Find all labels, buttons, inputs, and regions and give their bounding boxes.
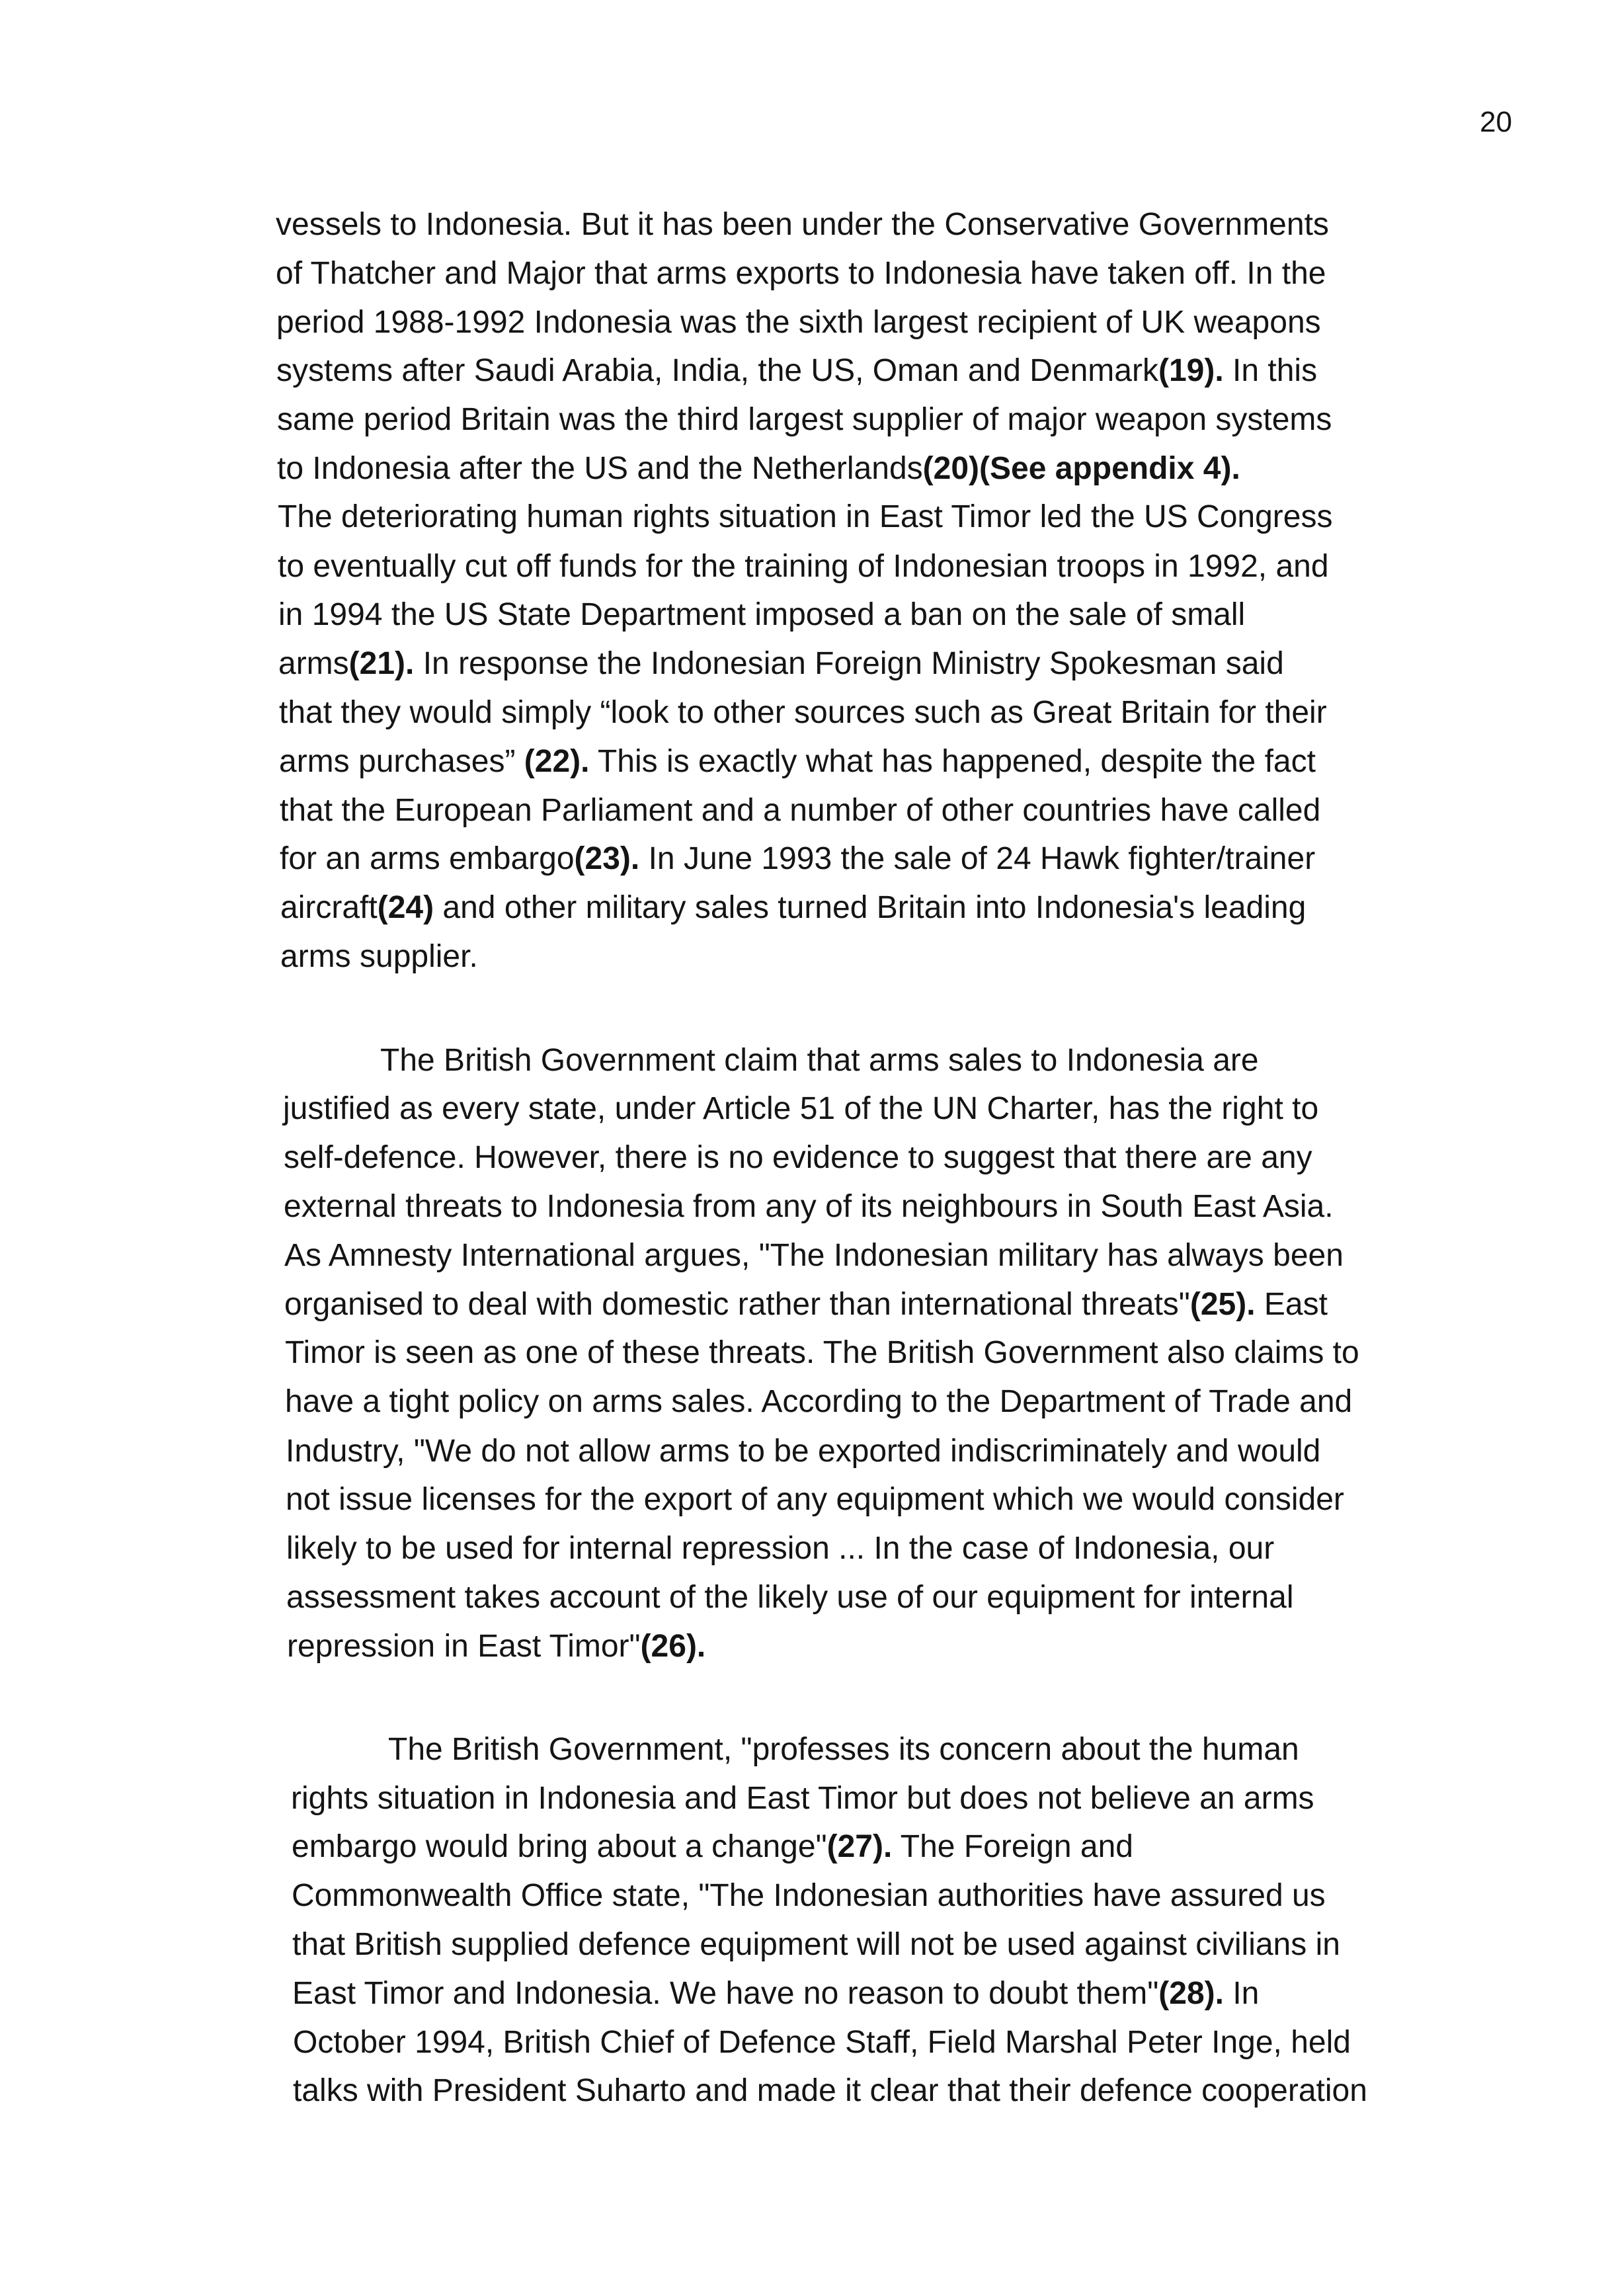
citation-marker: (25). [1189, 1287, 1256, 1322]
citation-marker: (19). [1158, 353, 1224, 388]
text-line: not issue licenses for the export of any equipment which we would consider [286, 1482, 1344, 1517]
text-line: talks with President Suharto and made it clear that their defence cooperation [293, 2073, 1367, 2108]
text-line: assessment takes account of the likely use of our equipment for internal [286, 1580, 1294, 1615]
text-line: embargo would bring about a change"(27). The Foreign and [292, 1829, 1133, 1864]
text-line: for an arms embargo(23). In June 1993 the sale of 24 Hawk fighter/trainer [280, 841, 1316, 876]
text-line: aircraft(24) and other military sales turned Britain into Indonesia's leading [280, 890, 1306, 925]
text-line: Commonwealth Office state, "The Indonesian authorities have assured us [292, 1878, 1326, 1913]
text-line: repression in East Timor"(26). [287, 1629, 706, 1664]
text-line: period 1988-1992 Indonesia was the sixth largest recipient of UK weapons [276, 305, 1321, 340]
text-line: arms(21). In response the Indonesian Foreign Ministry Spokesman said [278, 646, 1284, 681]
citation-marker: (22). [524, 744, 590, 779]
text-line: October 1994, British Chief of Defence Staff, Field Marshal Peter Inge, held [293, 2025, 1351, 2060]
text-line: systems after Saudi Arabia, India, the US, Oman and Denmark(19). In this [276, 353, 1318, 388]
text-line: that British supplied defence equipment will not be used against civilians in [292, 1927, 1340, 1962]
citation-marker: (27). [826, 1829, 893, 1864]
citation-marker: (20)(See appendix 4). [922, 451, 1240, 486]
text-line: that the European Parliament and a number of other countries have called [280, 793, 1321, 828]
citation-marker: (26). [640, 1629, 706, 1664]
text-line: The deteriorating human rights situation in East Timor led the US Congress [278, 499, 1333, 534]
citation-marker: (24) [377, 890, 434, 925]
text-line: Timor is seen as one of these threats. The British Government also claims to [285, 1335, 1359, 1370]
citation-marker: (23). [574, 841, 640, 876]
text-line: have a tight policy on arms sales. According to the Department of Trade and [285, 1384, 1353, 1419]
page-number: 20 [1480, 106, 1512, 138]
text-line: self-defence. However, there is no evidence to suggest that there are any [284, 1140, 1312, 1175]
text-line: organised to deal with domestic rather than international threats"(25). East [284, 1287, 1328, 1322]
text-line: Industry, "We do not allow arms to be exported indiscriminately and would [286, 1434, 1321, 1469]
text-line: same period Britain was the third largest supplier of major weapon systems [277, 402, 1332, 437]
text-line: that they would simply “look to other sources such as Great Britain for their [279, 695, 1327, 730]
text-line: As Amnesty International argues, "The Indonesian military has always been [284, 1238, 1344, 1273]
text-line: to eventually cut off funds for the training of Indonesian troops in 1992, and [278, 549, 1329, 584]
text-line: East Timor and Indonesia. We have no reason to doubt them"(28). In [292, 1976, 1260, 2011]
text-line: arms supplier. [280, 939, 478, 974]
text-line: vessels to Indonesia. But it has been under the Conservative Governments [276, 207, 1329, 242]
text-line: The British Government claim that arms sales to Indonesia are [380, 1043, 1259, 1078]
text-line: to Indonesia after the US and the Netherlands(20)(See appendix 4). [277, 451, 1240, 486]
text-line: The British Government, "professes its concern about the human [388, 1732, 1299, 1767]
text-line: arms purchases” (22). This is exactly what has happened, despite the fact [279, 744, 1316, 779]
text-line: rights situation in Indonesia and East Timor but does not believe an arms [291, 1781, 1314, 1816]
text-line: likely to be used for internal repression ... In the case of Indonesia, our [286, 1531, 1275, 1566]
text-line: of Thatcher and Major that arms exports to Indonesia have taken off. In the [276, 256, 1326, 291]
text-line: in 1994 the US State Department imposed a ban on the sale of small [278, 597, 1246, 632]
text-line: external threats to Indonesia from any of its neighbours in South East Asia. [284, 1189, 1334, 1224]
citation-marker: (28). [1158, 1976, 1224, 2011]
text-line: justified as every state, under Article 51 of the UN Charter, has the right to [283, 1091, 1319, 1126]
citation-marker: (21). [348, 646, 415, 681]
